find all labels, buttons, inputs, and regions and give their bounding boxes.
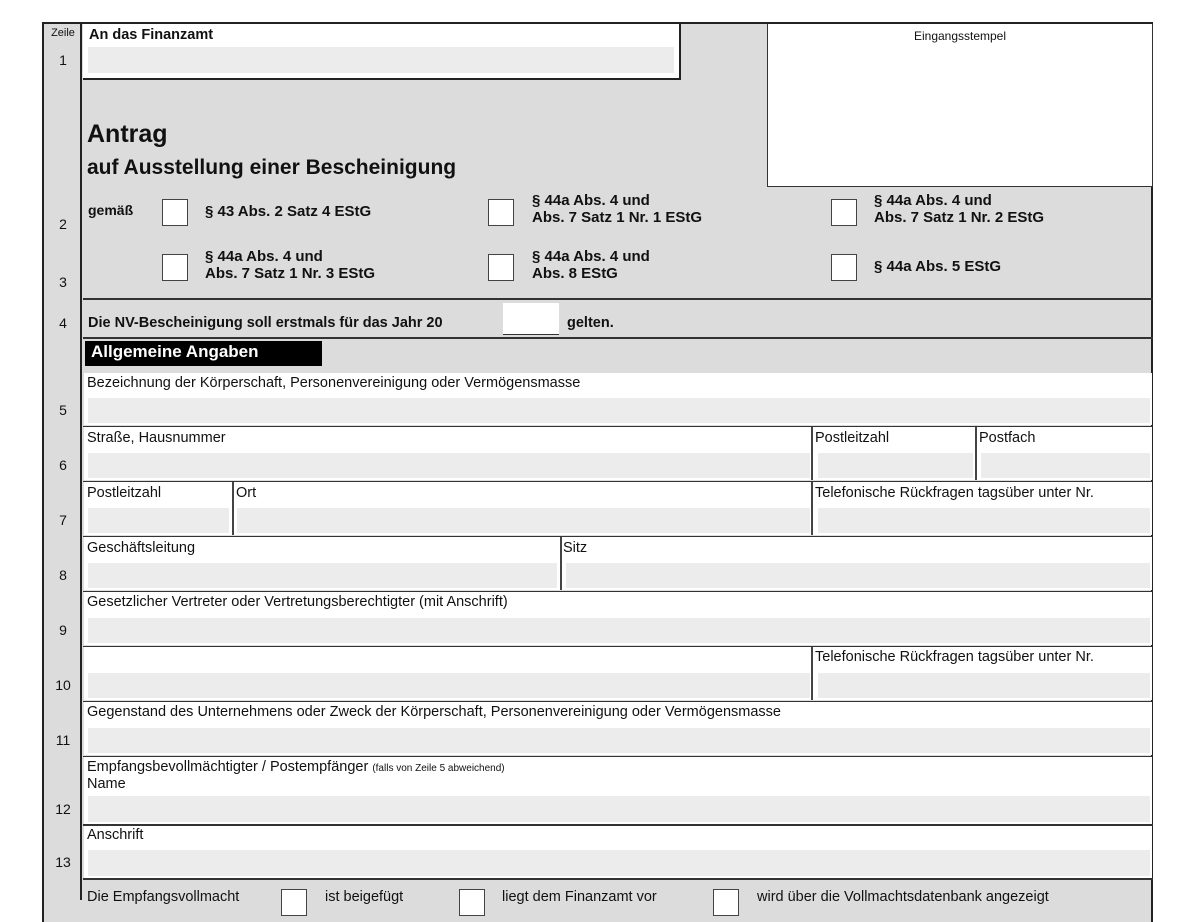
finanzamt-label: An das Finanzamt (89, 27, 214, 43)
option-label: Abs. 7 Satz 1 Nr. 2 EStG (874, 209, 1045, 226)
plz-label: Postleitzahl (815, 430, 890, 446)
divider (975, 427, 977, 480)
strasse-field[interactable] (88, 453, 810, 478)
divider (811, 427, 813, 480)
form-title: Antrag (87, 120, 168, 148)
divider (232, 482, 234, 535)
nv-label: Die NV-Bescheinigung soll erstmals für das Jahr 20 (88, 315, 443, 331)
option-checkbox[interactable] (831, 254, 857, 281)
option-label: § 44a Abs. 5 EStG (874, 258, 1002, 275)
gemaess-label: gemäß (88, 202, 134, 218)
section-title: Allgemeine Angaben (85, 341, 322, 366)
line-number: 5 (59, 402, 67, 418)
line-number: 4 (59, 315, 67, 331)
line-number: 9 (59, 622, 67, 638)
vertreter-field[interactable] (88, 618, 1150, 643)
geschaeftsleitung-field[interactable] (88, 563, 557, 588)
divider (811, 482, 813, 535)
line-number: 13 (55, 854, 71, 870)
line-number: 7 (59, 512, 67, 528)
telefon-label: Telefonische Rückfragen tagsüber unter Nr. (815, 485, 1094, 501)
zeile-label: Zeile (51, 27, 75, 39)
option-label: Abs. 7 Satz 1 Nr. 1 EStG (532, 209, 703, 226)
option-label: § 44a Abs. 4 und (532, 248, 650, 265)
geschaeftsleitung-label: Geschäftsleitung (87, 540, 196, 556)
separator (83, 878, 1153, 880)
telefon2-field[interactable] (818, 673, 1150, 698)
vertreter-address-field[interactable] (88, 673, 810, 698)
option-label: § 44a Abs. 4 und (205, 248, 323, 265)
plz-field[interactable] (818, 453, 973, 478)
line-number: 6 (59, 457, 67, 473)
line-number: 8 (59, 567, 67, 583)
telefon-field[interactable] (818, 508, 1150, 533)
line-number: 12 (55, 801, 71, 817)
option-checkbox[interactable] (488, 254, 514, 281)
empfang-label (87, 759, 505, 775)
option-checkbox[interactable] (831, 199, 857, 226)
postfach-label: Postfach (979, 430, 1036, 446)
separator (83, 337, 1153, 339)
divider (560, 537, 562, 590)
name-field[interactable] (88, 796, 1150, 822)
vollmacht-label: Die Empfangsvollmacht (87, 889, 240, 905)
separator (83, 298, 1153, 300)
gegenstand-label: Gegenstand des Unternehmens oder Zweck der Körperschaft, Personenvereinigung oder Vermögensmasse (87, 704, 781, 720)
telefon2-label: Telefonische Rückfragen tagsüber unter Nr. (815, 649, 1094, 665)
option-label: § 44a Abs. 4 und (874, 192, 992, 209)
line-number: 1 (59, 52, 67, 68)
form-subtitle: auf Ausstellung einer Bescheinigung (87, 156, 457, 179)
option-label: Abs. 7 Satz 1 Nr. 3 EStG (205, 265, 376, 282)
option-checkbox[interactable] (488, 199, 514, 226)
finanzamt-field[interactable] (88, 47, 674, 73)
nv-suffix: gelten. (567, 315, 614, 331)
vollmacht-checkbox[interactable] (713, 889, 739, 916)
ort-field[interactable] (237, 508, 810, 533)
bezeichnung-field[interactable] (88, 398, 1150, 423)
line-number: 3 (59, 274, 67, 290)
plz2-field[interactable] (88, 508, 229, 533)
sitz-field[interactable] (566, 563, 1150, 588)
option-label: Abs. 8 EStG (532, 265, 618, 282)
stamp-box (767, 24, 1153, 187)
line-number: 2 (59, 216, 67, 232)
vollmacht-opt1: ist beigefügt (325, 889, 404, 905)
line-number: 10 (55, 677, 71, 693)
bezeichnung-label: Bezeichnung der Körperschaft, Personenvereinigung oder Vermögensmasse (87, 375, 581, 391)
option-checkbox[interactable] (162, 199, 188, 226)
vertreter-label: Gesetzlicher Vertreter oder Vertretungsberechtigter (mit Anschrift) (87, 594, 508, 610)
empfang-note: (falls von Zeile 5 abweichend) (372, 763, 505, 774)
plz2-label: Postleitzahl (87, 485, 162, 501)
vollmacht-opt2: liegt dem Finanzamt vor (502, 889, 657, 905)
year-input[interactable] (503, 303, 559, 335)
vollmacht-checkbox[interactable] (281, 889, 307, 916)
empfang-title: Empfangsbevollmächtigter / Postempfänger (87, 759, 369, 775)
divider (811, 647, 813, 700)
gegenstand-field[interactable] (88, 728, 1150, 753)
vollmacht-checkbox[interactable] (459, 889, 485, 916)
option-checkbox[interactable] (162, 254, 188, 281)
sitz-label: Sitz (563, 540, 588, 556)
postfach-field[interactable] (981, 453, 1150, 478)
vollmacht-opt3: wird über die Vollmachtsdatenbank angezeigt (757, 889, 1049, 905)
line-number: 11 (55, 732, 71, 748)
ort-label: Ort (236, 485, 257, 501)
option-label: § 44a Abs. 4 und (532, 192, 650, 209)
strasse-label: Straße, Hausnummer (87, 430, 226, 446)
anschrift-label: Anschrift (87, 827, 144, 843)
anschrift-field[interactable] (88, 850, 1150, 876)
name-label: Name (87, 776, 126, 792)
option-label: § 43 Abs. 2 Satz 4 EStG (205, 203, 372, 220)
stamp-label: Eingangsstempel (913, 29, 1007, 43)
